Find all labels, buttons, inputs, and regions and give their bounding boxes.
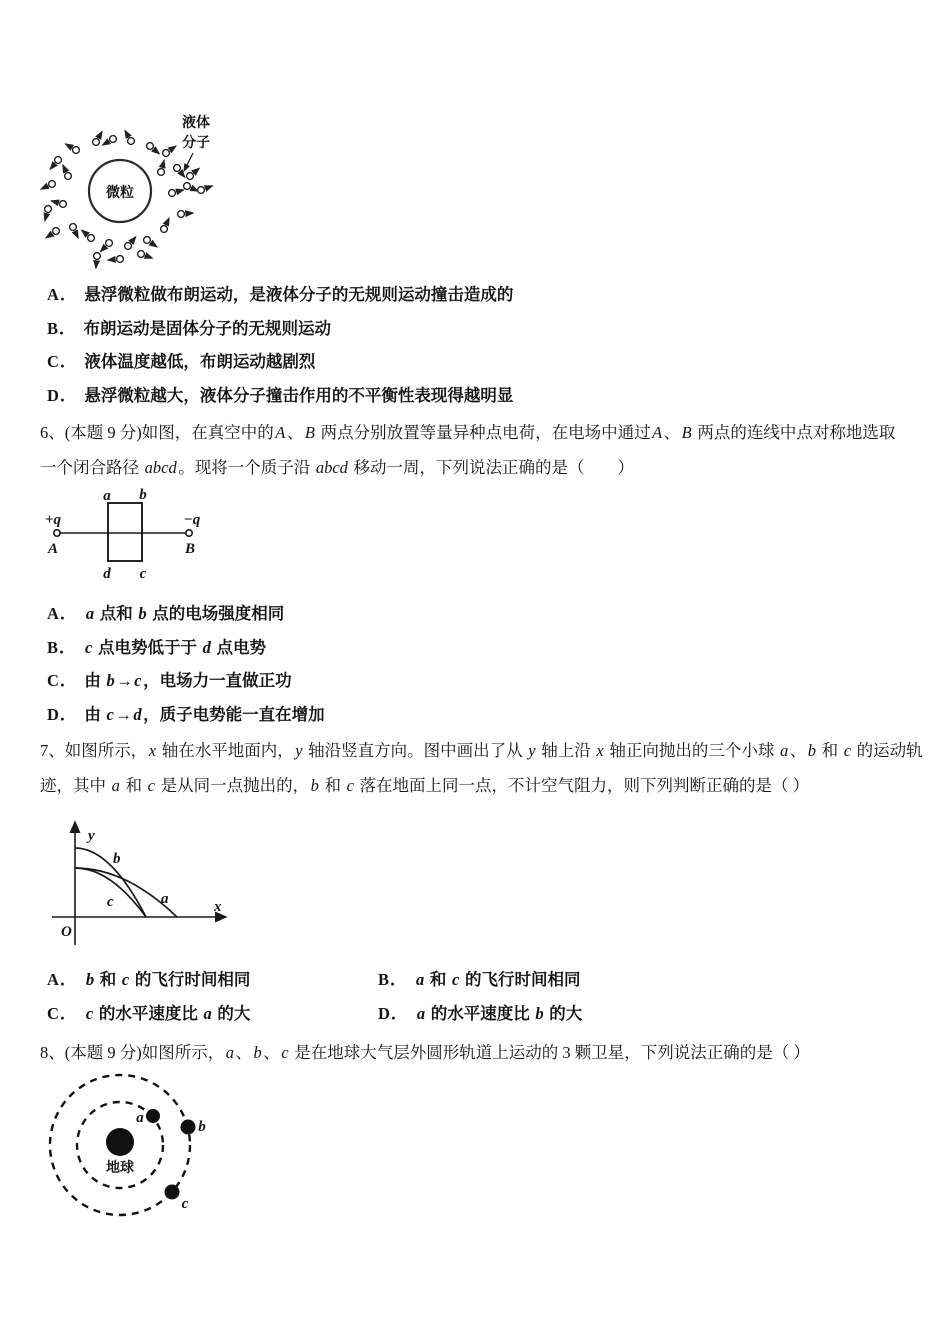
q6-stem-line1: 6、(本题 9 分)如图，在真空中的A、B 两点分别放置等量异种点电荷，在电场中通过A、B 两点的连线中点对称地选取 [40, 423, 896, 442]
plus-charge-label: +q [44, 512, 62, 528]
q6-option-d [47, 704, 325, 726]
point-A-label: A [47, 541, 59, 557]
q7-option-a-label: A． [47, 970, 78, 989]
molecule-label-line2: 分子 [182, 136, 210, 151]
q5-option-a-text: 悬浮微粒做布朗运动，是液体分子的无规则运动撞击造成的 [84, 285, 514, 304]
q6-option-d-text: 由 c→d，质子电势能一直在增加 [84, 705, 325, 724]
q5-option-b-label: B． [47, 319, 77, 338]
q8-stem: 8、(本题 9 分)如图所示，a、b、c 是在地球大气层外圆形轨道上运动的 3 颗卫星，下列说法正确的是（ ） [40, 1043, 810, 1062]
origin-label: O [61, 924, 72, 940]
q7-option-a-text: b 和 c 的飞行时间相同 [85, 970, 251, 989]
q6-option-c-text: 由 b→c，电场力一直做正功 [84, 671, 292, 690]
molecule-label-line1: 液体 [182, 116, 210, 131]
satellite-b-dot [181, 1120, 196, 1135]
q7-option-d-label: D． [378, 1004, 409, 1023]
projectile-trajectories-figure [40, 808, 270, 950]
curve-b-label: b [113, 851, 121, 867]
q5-option-d [47, 385, 513, 407]
brownian-motion-figure [38, 98, 248, 270]
q6-option-b-label: B． [47, 638, 77, 657]
point-B-label: B [184, 541, 196, 557]
q7-option-c-label: C． [47, 1004, 78, 1023]
corner-c-label: c [139, 566, 147, 582]
q6-option-b [47, 637, 266, 659]
q5-option-c-label: C． [47, 352, 78, 371]
corner-b-label: b [139, 487, 147, 503]
charge-B-dot [186, 530, 192, 536]
q6-stem-line2: 一个闭合路径 abcd。现将一个质子沿 abcd 移动一周，下列说法正确的是（ ） [40, 458, 635, 477]
q7-option-c [47, 1003, 250, 1025]
q6-option-b-text: c 点电势低于于 d 点电势 [85, 638, 266, 657]
q5-option-a-label: A． [47, 285, 78, 304]
q5-option-c-text: 液体温度越低，布朗运动越剧烈 [84, 352, 316, 371]
satellite-b-label: b [198, 1119, 206, 1135]
q5-option-d-label: D． [47, 386, 78, 405]
satellite-orbits-figure [30, 1068, 230, 1240]
particle-label: 微粒 [106, 186, 134, 201]
q7-option-d [378, 1003, 582, 1025]
x-axis-label: x [214, 899, 222, 915]
q7-option-c-text: c 的水平速度比 a 的大 [85, 1004, 251, 1023]
earth-circle [106, 1128, 134, 1156]
q6-option-a-text: a 点和 b 点的电场强度相同 [85, 604, 285, 623]
satellite-c-dot [165, 1185, 180, 1200]
q7-option-b-text: a 和 c 的飞行时间相同 [416, 970, 581, 989]
y-axis-label: y [88, 828, 95, 844]
minus-charge-label: −q [183, 512, 201, 528]
q7-stem-line2: 迹，其中 a 和 c 是从同一点抛出的，b 和 c 落在地面上同一点，不计空气阻力，则下列判断正确的是（ ） [40, 776, 810, 795]
point-charges-figure [30, 483, 260, 585]
q6-option-a [47, 603, 284, 625]
satellite-a-label: a [136, 1110, 144, 1126]
q5-option-b [47, 318, 331, 340]
corner-d-label: d [103, 566, 111, 582]
q5-option-d-text: 悬浮微粒越大，液体分子撞击作用的不平衡性表现得越明显 [84, 386, 514, 405]
satellite-a-dot [146, 1109, 160, 1123]
q7-option-b-label: B． [378, 970, 408, 989]
q5-option-c [47, 351, 315, 373]
q7-stem-line1: 7、如图所示，x 轴在水平地面内，y 轴沿竖直方向。图中画出了从 y 轴上沿 x 轴正向抛出的三个小球 a、b 和 c 的运动轨 [40, 741, 923, 760]
curve-a-label: a [161, 891, 169, 907]
q7-option-d-text: a 的水平速度比 b 的大 [416, 1004, 583, 1023]
q5-option-a [47, 284, 513, 306]
charge-A-dot [54, 530, 60, 536]
satellite-c-label: c [181, 1196, 189, 1212]
q7-option-b [378, 969, 580, 991]
q6-option-d-label: D． [47, 705, 78, 724]
q6-option-c-label: C． [47, 671, 78, 690]
earth-label: 地球 [106, 1161, 134, 1176]
q5-option-b-text: 布朗运动是固体分子的无规则运动 [83, 319, 332, 338]
closed-path-rectangle [108, 503, 142, 561]
corner-a-label: a [103, 488, 111, 504]
q6-option-c [47, 670, 292, 692]
q6-option-a-label: A． [47, 604, 78, 623]
curve-c-label: c [107, 894, 114, 910]
q7-option-a [47, 969, 250, 991]
molecule-pointer-line [184, 153, 193, 171]
